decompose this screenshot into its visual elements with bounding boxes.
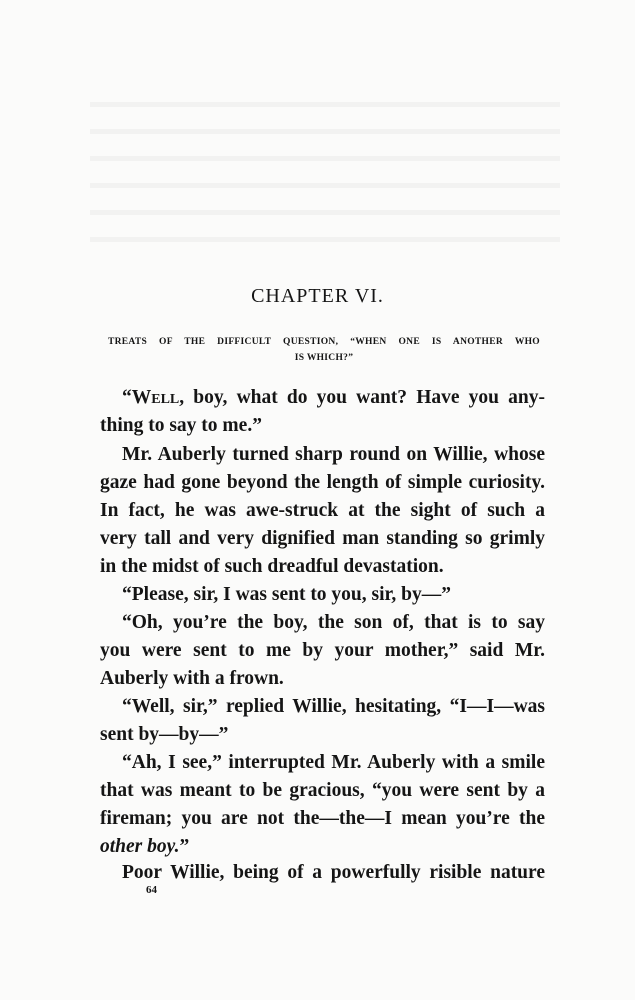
body-line: Poor Willie, being of a powerfully risible nature [122,862,545,883]
body-line: that was meant to be gracious, “you were sent by a [100,780,545,801]
body-line: Mr. Auberly turned sharp round on Willie, whose [122,444,545,465]
body-line: “Well, sir,” replied Willie, hesitating, “I—I—was [122,696,545,717]
body-line: other boy.” [100,836,190,857]
chapter-title: CHAPTER VI. [251,285,384,307]
body-line: you were sent to me by your mother,” said Mr. [100,640,545,661]
body-line: in the midst of such dreadful devastation. [100,556,444,577]
body-line: “Ah, I see,” interrupted Mr. Auberly with a smile [122,752,545,773]
body-line: Auberly with a frown. [100,668,284,689]
body-line: In fact, he was awe-struck at the sight of such a [100,500,545,521]
body-line: fireman; you are not the—the—I mean you’re the [100,808,545,829]
body-line: “Oh, you’re the boy, the son of, that is to say [122,612,545,633]
body-line: “Please, sir, I was sent to you, sir, by—” [122,584,451,605]
body-line: gaze had gone beyond the length of simple curiosity. [100,472,545,493]
body-line: very tall and very dignified man standing so grimly [100,528,545,549]
show-through-from-reverse-page [90,80,560,260]
body-line: sent by—by—” [100,724,229,745]
page-number: 64 [146,884,157,896]
body-line: “Well, boy, what do you want? Have you any- [122,387,545,408]
body-line: thing to say to me.” [100,415,262,436]
chapter-subtitle-line-2: IS WHICH?” [294,353,354,363]
chapter-subtitle-line-1: TREATS OF THE DIFFICULT QUESTION, “WHEN ONE IS ANOTHER WHO [108,337,540,347]
